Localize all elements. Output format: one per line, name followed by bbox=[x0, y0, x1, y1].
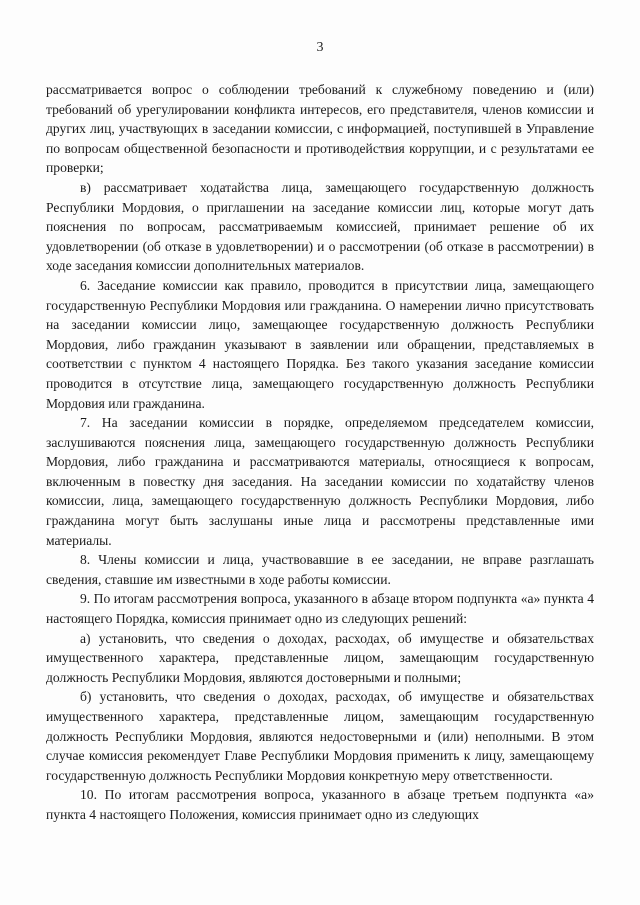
paragraph-subitem-a: а) установить, что сведения о доходах, расходах, об имуществе и обязательствах имущественного характера, представленные лицом, замещающим государственную должность Республики Мордовия, являются достоверными и полными; bbox=[46, 630, 594, 685]
paragraph-subitem-b: б) установить, что сведения о доходах, расходах, об имуществе и обязательствах имущественного характера, представленные лицом, замещающим государственную должность Республики Мордовия, являются недостоверными и (или) неполными. В этом случае комиссия рекомендует Главе Республики Мордовия применить к лицу, замещающему государственную должность Республики Мордовия конкретную меру ответственности. bbox=[46, 689, 594, 783]
paragraph-item-8: 8. Члены комиссии и лица, участвовавшие в ее заседании, не вправе разглашать сведения, ставшие им известными в ходе работы комиссии. bbox=[46, 552, 594, 587]
page-number: 3 bbox=[316, 40, 324, 55]
paragraph-item-9: 9. По итогам рассмотрения вопроса, указанного в абзаце втором подпункта «а» пункта 4 настоящего Порядка, комиссия принимает одно из следующих решений: bbox=[46, 591, 594, 627]
paragraph-item-6: 6. Заседание комиссии как правило, проводится в присутствии лица, замещающего государственную Республики Мордовия или гражданина. О намерении лично присутствовать на заседании комиссии лицо, замещающее государственную должность Республики Мордовия, либо гражданин указывают в заявлении или обращении, представляемых в соответствии с пунктом 4 настоящего Порядка. Без такого указания заседание комиссии проводится в отсутствие лица, замещающего государственную должность Республики Мордовия или гражданина. bbox=[46, 277, 594, 411]
paragraph-continuation: рассматривается вопрос о соблюдении требований к служебному поведению и (или) требований об урегулировании конфликта интересов, его представителя, членов комиссии и других лиц, участвующих в заседании комиссии, с информацией, поступившей в Управление по вопросам общественной безопасности и противодействия коррупции, и с результатами ее проверки; bbox=[46, 82, 594, 176]
paragraph-subitem-v: в) рассматривает ходатайства лица, замещающего государственную должность Республики Мордовия, о приглашении на заседание комиссии лиц, которые могут дать пояснения по вопросам, рассматриваемым комиссией, принимает решение об их удовлетворении (об отказе в удовлетворении) и о рассмотрении (об отказе в рассмотрении) в ходе заседания комиссии дополнительных материалов. bbox=[46, 179, 594, 274]
paragraph-item-7: 7. На заседании комиссии в порядке, определяемом председателем комиссии, заслушиваются пояснения лица, замещающего государственную должность Республики Мордовия, либо гражданина и рассматриваются материалы, относящиеся к вопросам, включенным в повестку дня заседания. На заседании комиссии по ходатайству членов комиссии, лица, замещающего государственную должность Республики Мордовия, либо гражданина могут быть заслушаны иные лица и рассмотрены представленные ими материалы. bbox=[46, 415, 594, 548]
document-body bbox=[46, 80, 594, 825]
paragraph-item-10: 10. По итогам рассмотрения вопроса, указанного в абзаце третьем подпункта «а» пункта 4 настоящего Положения, комиссия принимает одно из следующих bbox=[46, 787, 594, 822]
